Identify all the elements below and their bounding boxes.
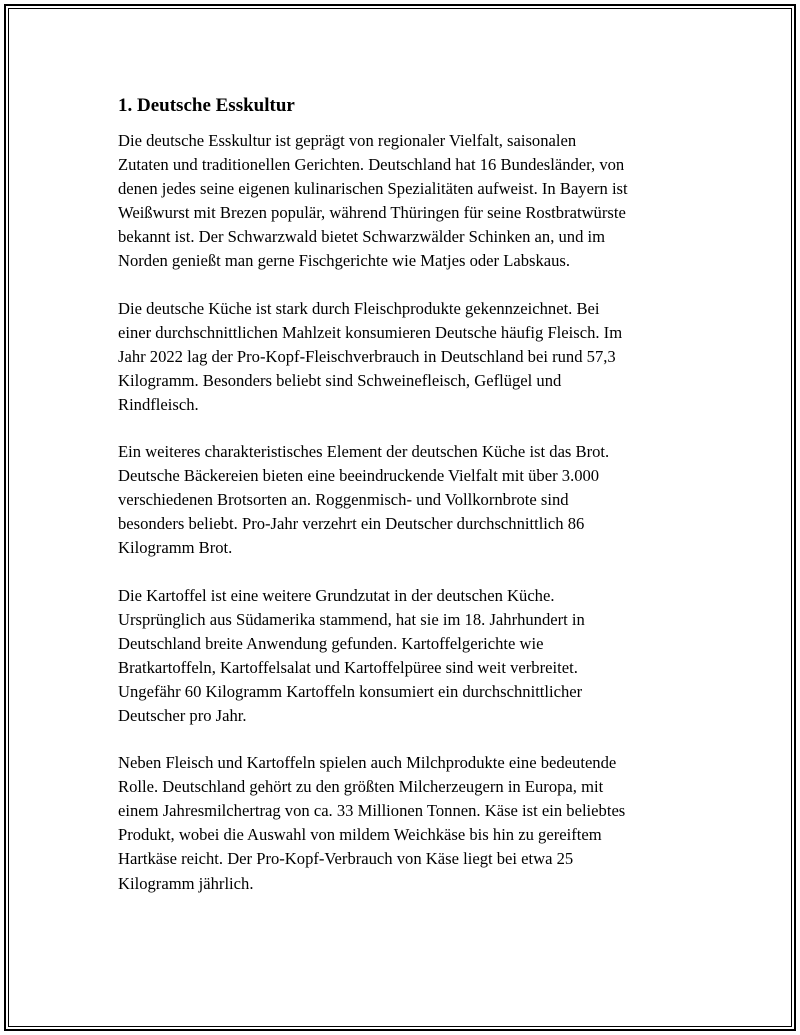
paragraph-meat [118, 297, 698, 417]
paragraph-potato [118, 584, 698, 729]
paragraph-line: Deutscher pro Jahr. [118, 705, 247, 725]
paragraph-line: Rolle. Deutschland gehört zu den größten Milcherzeugern in Europa, mit [118, 777, 604, 797]
paragraph-line: Weißwurst mit Brezen populär, während Thüringen für seine Rostbratwürste [118, 203, 626, 223]
paragraph-line: Kilogramm Brot. [118, 538, 233, 558]
paragraph-line: Bratkartoffeln, Kartoffelsalat und Kartoffelpüree sind weit verbreitet. [118, 657, 578, 677]
paragraph-line: Norden genießt man gerne Fischgerichte wie Matjes oder Labskaus. [118, 251, 571, 271]
paragraph-line: Die deutsche Esskultur ist geprägt von regionaler Vielfalt, saisonalen [118, 131, 577, 150]
paragraph-line: Deutschland breite Anwendung gefunden. Kartoffelgerichte wie [118, 633, 544, 653]
paragraph-line: besonders beliebt. Pro-Jahr verzehrt ein Deutscher durchschnittlich 86 [118, 514, 585, 534]
paragraph-line: Die deutsche Küche ist stark durch Fleischprodukte gekennzeichnet. Bei [118, 298, 600, 318]
paragraph-line: Rindfleisch. [118, 394, 199, 414]
paragraph-line: bekannt ist. Der Schwarzwald bietet Schwarzwälder Schinken an, und im [118, 227, 606, 247]
paragraph-line: Die Kartoffel ist eine weitere Grundzutat in der deutschen Küche. [118, 585, 555, 605]
paragraph-line: Neben Fleisch und Kartoffeln spielen auch Milchprodukte eine bedeutende [118, 753, 617, 773]
paragraph-line: Kilogramm jährlich. [118, 873, 254, 893]
document-content [118, 93, 698, 919]
paragraph-line: denen jedes seine eigenen kulinarischen Spezialitäten aufweist. In Bayern ist [118, 179, 628, 199]
paragraph-line: Kilogramm. Besonders beliebt sind Schweinefleisch, Geflügel und [118, 370, 562, 390]
paragraph-line: Ein weiteres charakteristisches Element der deutschen Küche ist das Brot. [118, 442, 610, 462]
paragraph-line: Hartkäse reicht. Der Pro-Kopf-Verbrauch von Käse liegt bei etwa 25 [118, 849, 574, 869]
paragraph-line: verschiedenen Brotsorten an. Roggenmisch- und Vollkornbrote sind [118, 490, 569, 510]
paragraph-line: Deutsche Bäckereien bieten eine beeindruckende Vielfalt mit über 3.000 [118, 466, 600, 486]
paragraph-line: Produkt, wobei die Auswahl von mildem Weichkäse bis hin zu gereiftem [118, 825, 602, 845]
paragraph-line: Zutaten und traditionellen Gerichten. Deutschland hat 16 Bundesländer, von [118, 155, 625, 175]
paragraph-line: Ungefähr 60 Kilogramm Kartoffeln konsumiert ein durchschnittlicher [118, 681, 583, 701]
paragraph-line: einer durchschnittlichen Mahlzeit konsumieren Deutsche häufig Fleisch. Im [118, 322, 623, 342]
paragraph-line: Ursprünglich aus Südamerika stammend, hat sie im 18. Jahrhundert in [118, 609, 585, 629]
paragraph-bread [118, 440, 698, 560]
paragraph-dairy [118, 751, 698, 896]
paragraph-line: Jahr 2022 lag der Pro-Kopf-Fleischverbrauch in Deutschland bei rund 57,3 [118, 346, 616, 366]
paragraph-line: einem Jahresmilchertrag von ca. 33 Millionen Tonnen. Käse ist ein beliebtes [118, 801, 626, 821]
section-heading: 1. Deutsche Esskultur [118, 95, 295, 116]
paragraph-regional-variety [118, 129, 698, 274]
